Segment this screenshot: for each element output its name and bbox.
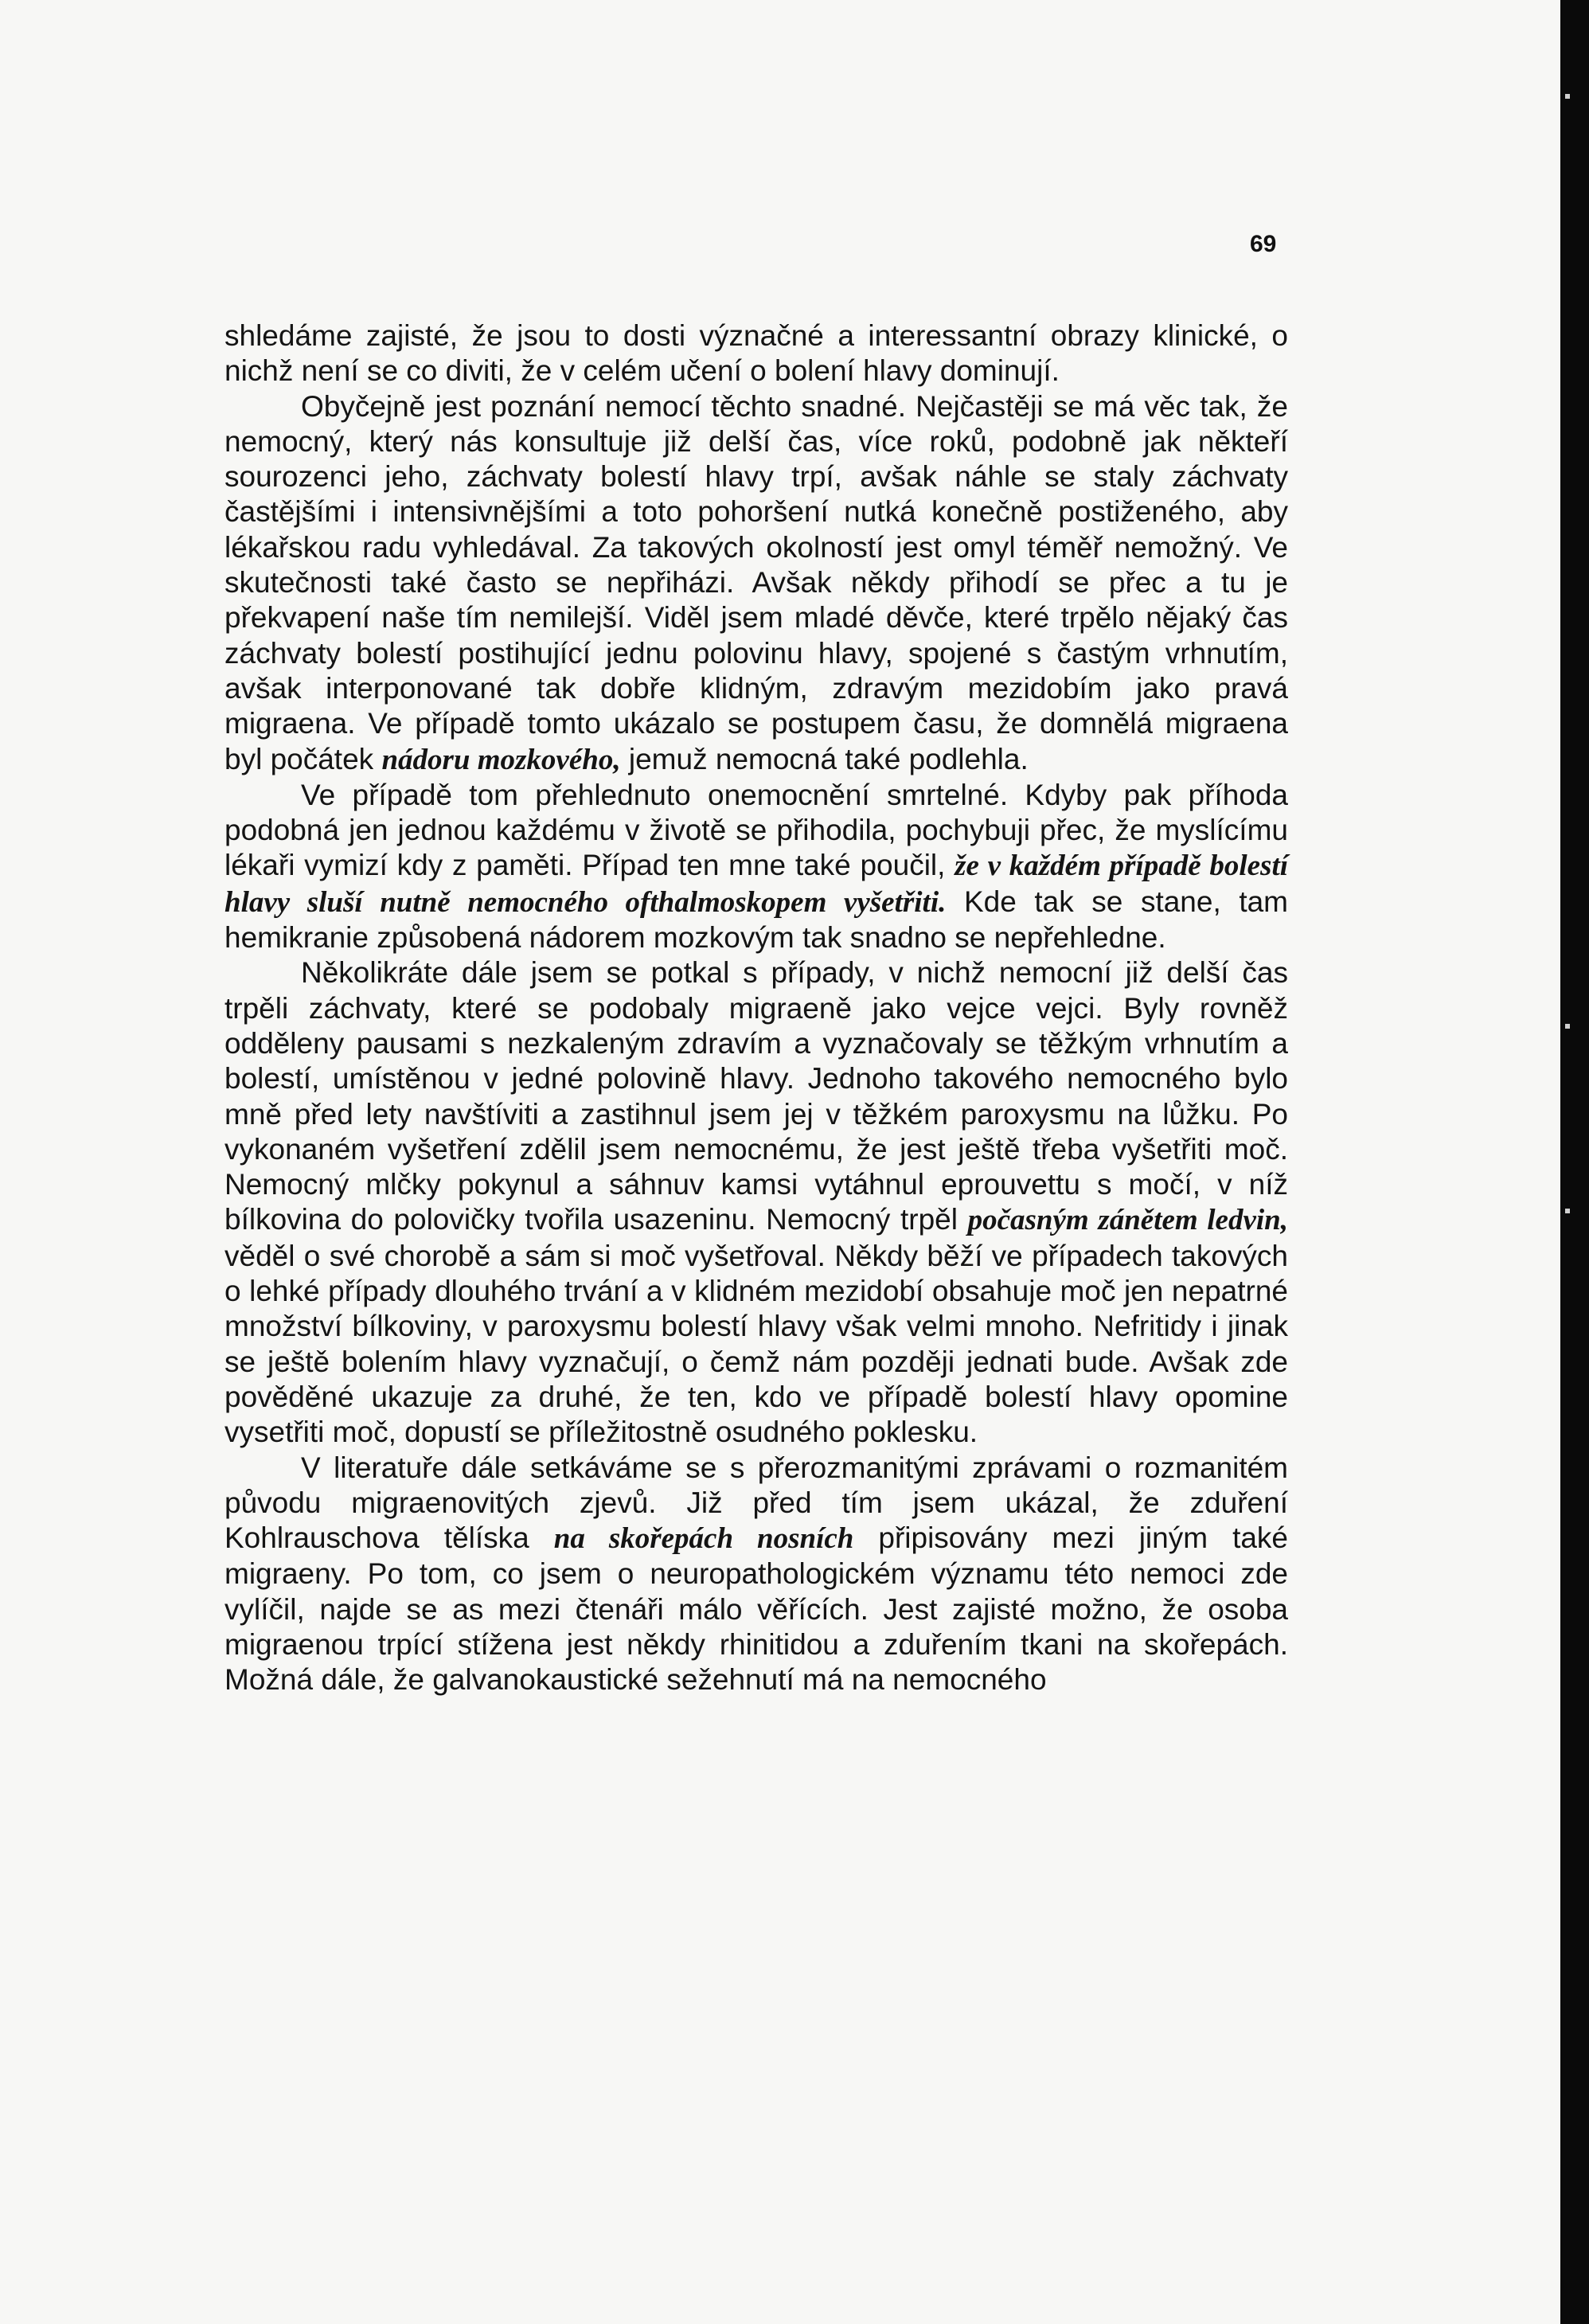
text-run: shledáme zajisté, že jsou to dosti význačné a interessantní obrazy klinické, o nichž není se co diviti, že v celém učení o bolení hlavy dominují. bbox=[224, 319, 1288, 388]
paragraph bbox=[224, 1451, 1288, 1698]
emphasized-text: že v každém případě bolestí hlavy sluší nutně nemocného ofthalmoskopem vyšetřiti. bbox=[224, 850, 1288, 919]
emphasized-text: počasným zánětem ledvin, bbox=[967, 1204, 1289, 1237]
body-text bbox=[224, 318, 1288, 1698]
text-run: V literatuře dále setkáváme se s přerozmanitými zprávami o rozmanitém původu migraenovitých zjevů. Již před tím jsem ukázal, že zduření Kohlrauschova tělíska bbox=[224, 1451, 1288, 1555]
paragraph bbox=[224, 955, 1288, 1450]
emphasized-text: na skořepách nosních bbox=[553, 1522, 854, 1556]
emphasized-text: nádoru mozkového, bbox=[381, 743, 621, 776]
text-run: Kde tak se stane, tam hemikranie způsobená nádorem mozkovým tak snadno se nepřehledne. bbox=[224, 885, 1288, 955]
text-run: věděl o své chorobě a sám si moč vyšetřoval. Někdy běží ve případech takových o lehké případy dlouhého trvání a v klidném mezidobí obsahuje moč jen nepatrné množství bílkoviny, v paroxysmu bolestí hlavy však velmi mnoho. Nefritidy i jinak se ještě bolením hlavy vyznačují, o čemž nám později jednati bude. Avšak zde pověděné ukazuje za druhé, že ten, kdo ve případě bolestí hlavy opomine vysetřiti moč, dopustí se příležitostně osudného poklesku. bbox=[224, 1239, 1288, 1449]
scan-mark bbox=[1565, 1024, 1570, 1029]
text-run: Ve případě tom přehlednuto onemocnění smrtelné. Kdyby pak příhoda podobná jen jednou každému v životě se přihodila, pochybuji přec, že myslícímu lékaři vymizí kdy z paměti. Případ ten mne také poučil, bbox=[224, 778, 1288, 882]
text-run: Obyčejně jest poznání nemocí těchto snadné. Nejčastěji se má věc tak, že nemocný, který nás konsultuje již delší čas, více roků, podobně jak někteří sourozenci jeho, záchvaty bolestí hlavy trpí, avšak náhle se staly záchvaty častějšími i intensivnějšími a toto pohoršení nutká konečně postiženého, aby lékařskou radu vyhledával. Za takových okolností jest omyl téměř nemožný. Ve skutečnosti také často se nepřiházi. Avšak někdy přihodí se přec a tu je překvapení naše tím nemilejší. Viděl jsem mladé děvče, které trpělo nějaký čas záchvaty bolestí postihující jednu polovinu hlavy, spojené s častým vrhnutím, avšak interponované tak dobře klidným, zdravým mezidobím jako pravá migraena. Ve případě tomto ukázalo se postupem času, že domnělá migraena byl počátek bbox=[224, 389, 1288, 775]
scan-mark bbox=[1565, 94, 1570, 99]
paragraph bbox=[224, 389, 1288, 778]
scan-mark bbox=[1565, 1209, 1570, 1213]
page-number: 69 bbox=[1250, 231, 1277, 257]
text-run: připisovány mezi jiným také migraeny. Po tom, co jsem o neuropathologickém významu této nemoci zde vylíčil, najde se as mezi čtenáři málo věřících. Jest zajisté možno, že osoba migraenou trpící stížena jest někdy rhinitidou a zduřením tkani na skořepách. Možná dále, že galvanokaustické sežehnutí má na nemocného bbox=[224, 1521, 1288, 1697]
paragraph bbox=[224, 778, 1288, 955]
text-run: Několikráte dále jsem se potkal s případy, v nichž nemocní již delší čas trpěli záchvaty, které se podobaly migraeně jako vejce vejci. Byly rovněž odděleny pausami s nezkaleným zdravím a vyznačovaly se těžkým vrhnutím a bolestí, umístěnou v jedné polovině hlavy. Jednoho takového nemocného bylo mně před lety navštíviti a zastihnul jsem jej v těžkém paroxysmu na lůžku. Po vykonaném vyšetření zdělil jsem nemocnému, že jest ještě třeba vyšetřiti moč. Nemocný mlčky pokynul a sáhnuv kamsi vytáhnul eprouvettu s močí, v níž bílkovina do polovičky tvořila usazeninu. Nemocný trpěl bbox=[224, 956, 1288, 1236]
text-run: jemuž nemocná také podlehla. bbox=[620, 742, 1029, 775]
paragraph bbox=[224, 318, 1288, 389]
